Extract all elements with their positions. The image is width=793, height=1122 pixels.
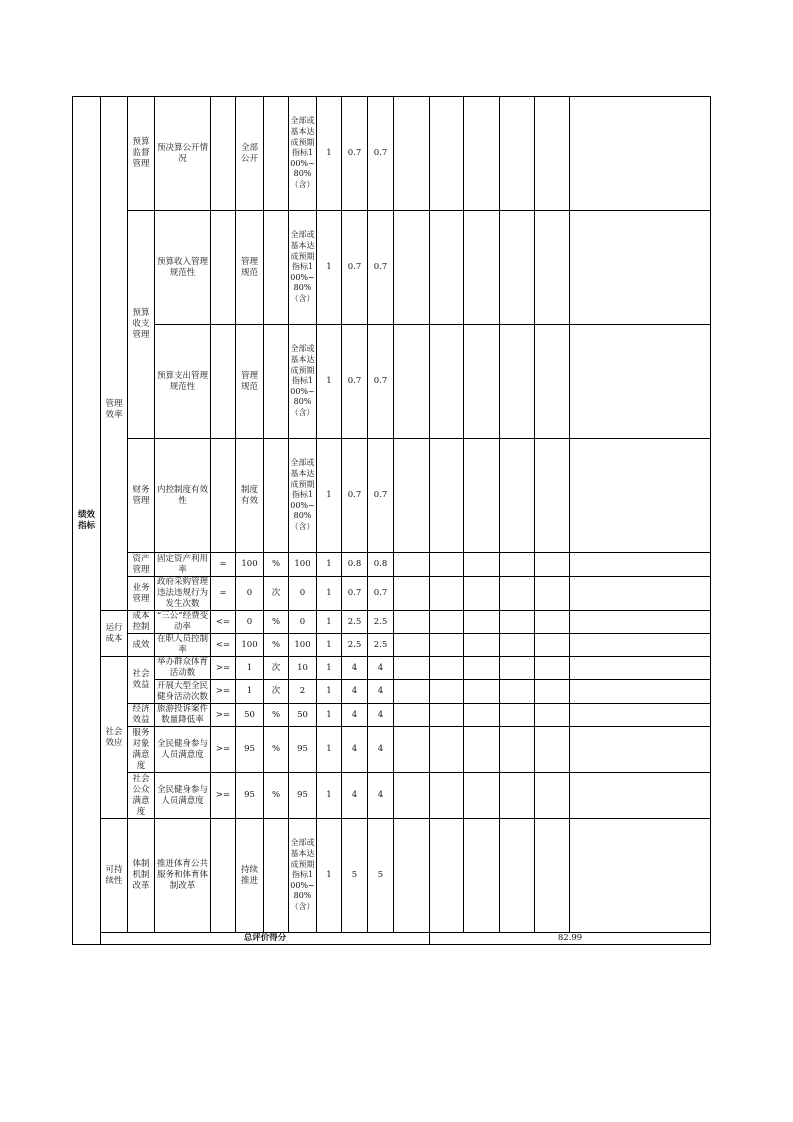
row-actual: 95 — [289, 727, 317, 773]
row-weight: 1 — [317, 325, 342, 439]
table-row — [73, 577, 711, 611]
row-actual: 全部或基本达成预期指标100%~80%（含） — [289, 439, 317, 553]
level1-label: 绩效指标 — [73, 97, 101, 945]
row-score: 0.7 — [342, 211, 368, 325]
row-actual: 全部或基本达成预期指标100%~80%（含） — [289, 325, 317, 439]
table-row — [73, 819, 711, 933]
row-operator: >= — [211, 704, 236, 727]
row-operator: <= — [211, 634, 236, 657]
row-score: 4 — [342, 657, 368, 680]
table-row — [73, 439, 711, 553]
row-score-final: 5 — [368, 819, 394, 933]
row-score-final: 0.8 — [368, 553, 394, 577]
row-actual: 10 — [289, 657, 317, 680]
row-weight: 1 — [317, 97, 342, 211]
row-score: 0.8 — [342, 553, 368, 577]
row-indicator: 开展大型全民健身活动次数 — [155, 680, 211, 704]
row-score-final: 0.7 — [368, 439, 394, 553]
row-category: 成本控制 — [128, 611, 155, 634]
row-weight: 1 — [317, 211, 342, 325]
table-row — [73, 727, 711, 773]
row-weight: 1 — [317, 657, 342, 680]
row-actual: 0 — [289, 611, 317, 634]
row-score-final: 0.7 — [368, 325, 394, 439]
row-score-final: 4 — [368, 727, 394, 773]
table-row — [73, 325, 711, 439]
row-weight: 1 — [317, 439, 342, 553]
row-score-final: 4 — [368, 657, 394, 680]
row-indicator: 全民健身参与人员满意度 — [155, 727, 211, 773]
row-category: 资产管理 — [128, 553, 155, 577]
row-weight: 1 — [317, 680, 342, 704]
row-target: 1 — [236, 657, 264, 680]
group-label: 运行成本 — [101, 611, 128, 657]
row-indicator: 预决算公开情况 — [155, 97, 211, 211]
row-actual: 100 — [289, 634, 317, 657]
row-operator — [211, 211, 236, 325]
row-target: 95 — [236, 727, 264, 773]
row-weight: 1 — [317, 704, 342, 727]
row-unit — [264, 325, 289, 439]
row-unit: % — [264, 611, 289, 634]
row-target: 管理规范 — [236, 325, 264, 439]
row-weight: 1 — [317, 773, 342, 819]
row-actual: 100 — [289, 553, 317, 577]
row-unit — [264, 819, 289, 933]
row-score-final: 0.7 — [368, 211, 394, 325]
table-row — [73, 553, 711, 577]
row-score-final: 2.5 — [368, 611, 394, 634]
row-unit: 次 — [264, 657, 289, 680]
row-unit — [264, 439, 289, 553]
row-operator — [211, 819, 236, 933]
row-score-final: 4 — [368, 704, 394, 727]
row-score-final: 4 — [368, 773, 394, 819]
row-operator: >= — [211, 727, 236, 773]
row-score: 0.7 — [342, 97, 368, 211]
row-score: 5 — [342, 819, 368, 933]
table-row — [73, 97, 711, 211]
row-unit — [264, 97, 289, 211]
row-operator — [211, 439, 236, 553]
row-target: 1 — [236, 680, 264, 704]
table-row — [73, 704, 711, 727]
row-weight: 1 — [317, 727, 342, 773]
row-unit: 次 — [264, 577, 289, 611]
row-unit: 次 — [264, 680, 289, 704]
row-indicator: 内控制度有效性 — [155, 439, 211, 553]
row-actual: 0 — [289, 577, 317, 611]
table-row — [73, 634, 711, 657]
row-score-final: 4 — [368, 680, 394, 704]
row-category: 社会效益 — [128, 657, 155, 704]
row-operator: >= — [211, 773, 236, 819]
row-actual: 95 — [289, 773, 317, 819]
row-operator — [211, 97, 236, 211]
row-score: 4 — [342, 680, 368, 704]
group-label: 可持续性 — [101, 819, 128, 933]
row-indicator: 政府采购管理违法违规行为发生次数 — [155, 577, 211, 611]
row-score-final: 2.5 — [368, 634, 394, 657]
row-target: 50 — [236, 704, 264, 727]
row-unit: % — [264, 553, 289, 577]
row-category: 经济效益 — [128, 704, 155, 727]
row-score: 2.5 — [342, 634, 368, 657]
row-indicator: “三公”经费变动率 — [155, 611, 211, 634]
row-score: 0.7 — [342, 439, 368, 553]
row-category: 成效 — [128, 634, 155, 657]
row-target: 全部公开 — [236, 97, 264, 211]
row-category: 财务管理 — [128, 439, 155, 553]
row-unit: % — [264, 704, 289, 727]
row-indicator: 在职人员控制率 — [155, 634, 211, 657]
row-indicator: 全民健身参与人员满意度 — [155, 773, 211, 819]
performance-table — [72, 96, 711, 945]
row-category: 业务管理 — [128, 577, 155, 611]
row-unit — [264, 211, 289, 325]
row-target: 95 — [236, 773, 264, 819]
row-score: 0.7 — [342, 577, 368, 611]
table-row — [73, 611, 711, 634]
row-operator: = — [211, 553, 236, 577]
row-unit: % — [264, 773, 289, 819]
table-row — [73, 657, 711, 680]
row-actual: 2 — [289, 680, 317, 704]
row-operator: >= — [211, 657, 236, 680]
row-weight: 1 — [317, 553, 342, 577]
row-weight: 1 — [317, 611, 342, 634]
row-target: 100 — [236, 634, 264, 657]
row-unit: % — [264, 727, 289, 773]
group-label: 社会效应 — [101, 657, 128, 819]
row-indicator: 预算收入管理规范性 — [155, 211, 211, 325]
row-actual: 全部或基本达成预期指标100%~80%（含） — [289, 211, 317, 325]
row-score-final: 0.7 — [368, 97, 394, 211]
table-row — [73, 773, 711, 819]
row-operator: >= — [211, 680, 236, 704]
row-unit: % — [264, 634, 289, 657]
total-row — [73, 933, 711, 945]
row-category: 服务对象满意度 — [128, 727, 155, 773]
row-score: 4 — [342, 773, 368, 819]
row-weight: 1 — [317, 634, 342, 657]
row-indicator: 举办群众体育活动数 — [155, 657, 211, 680]
row-category: 预算收支管理 — [128, 211, 155, 439]
row-actual: 50 — [289, 704, 317, 727]
row-indicator: 推进体育公共服务和体育体制改革 — [155, 819, 211, 933]
row-target: 0 — [236, 577, 264, 611]
total-label: 总评价得分 — [101, 933, 430, 945]
total-score: 82.99 — [430, 933, 711, 945]
row-target: 制度有效 — [236, 439, 264, 553]
row-score: 2.5 — [342, 611, 368, 634]
row-operator: = — [211, 577, 236, 611]
row-operator — [211, 325, 236, 439]
row-target: 0 — [236, 611, 264, 634]
row-score-final: 0.7 — [368, 577, 394, 611]
table-row — [73, 680, 711, 704]
row-target: 100 — [236, 553, 264, 577]
row-actual: 全部或基本达成预期指标100%~80%（含） — [289, 819, 317, 933]
row-weight: 1 — [317, 577, 342, 611]
row-target: 持续推进 — [236, 819, 264, 933]
row-indicator: 固定资产利用率 — [155, 553, 211, 577]
row-score: 0.7 — [342, 325, 368, 439]
row-score: 4 — [342, 727, 368, 773]
group-label: 管理效率 — [101, 211, 128, 611]
row-category: 社会公众满意度 — [128, 773, 155, 819]
table-row — [73, 211, 711, 325]
row-actual: 全部或基本达成预期指标100%~80%（含） — [289, 97, 317, 211]
row-indicator: 旅游投诉案件数量降低率 — [155, 704, 211, 727]
row-weight: 1 — [317, 819, 342, 933]
row-category: 体制机制改革 — [128, 819, 155, 933]
row-score: 4 — [342, 704, 368, 727]
row-category: 预算监督管理 — [128, 97, 155, 211]
row-target: 管理规范 — [236, 211, 264, 325]
row-operator: <= — [211, 611, 236, 634]
row-indicator: 预算支出管理规范性 — [155, 325, 211, 439]
